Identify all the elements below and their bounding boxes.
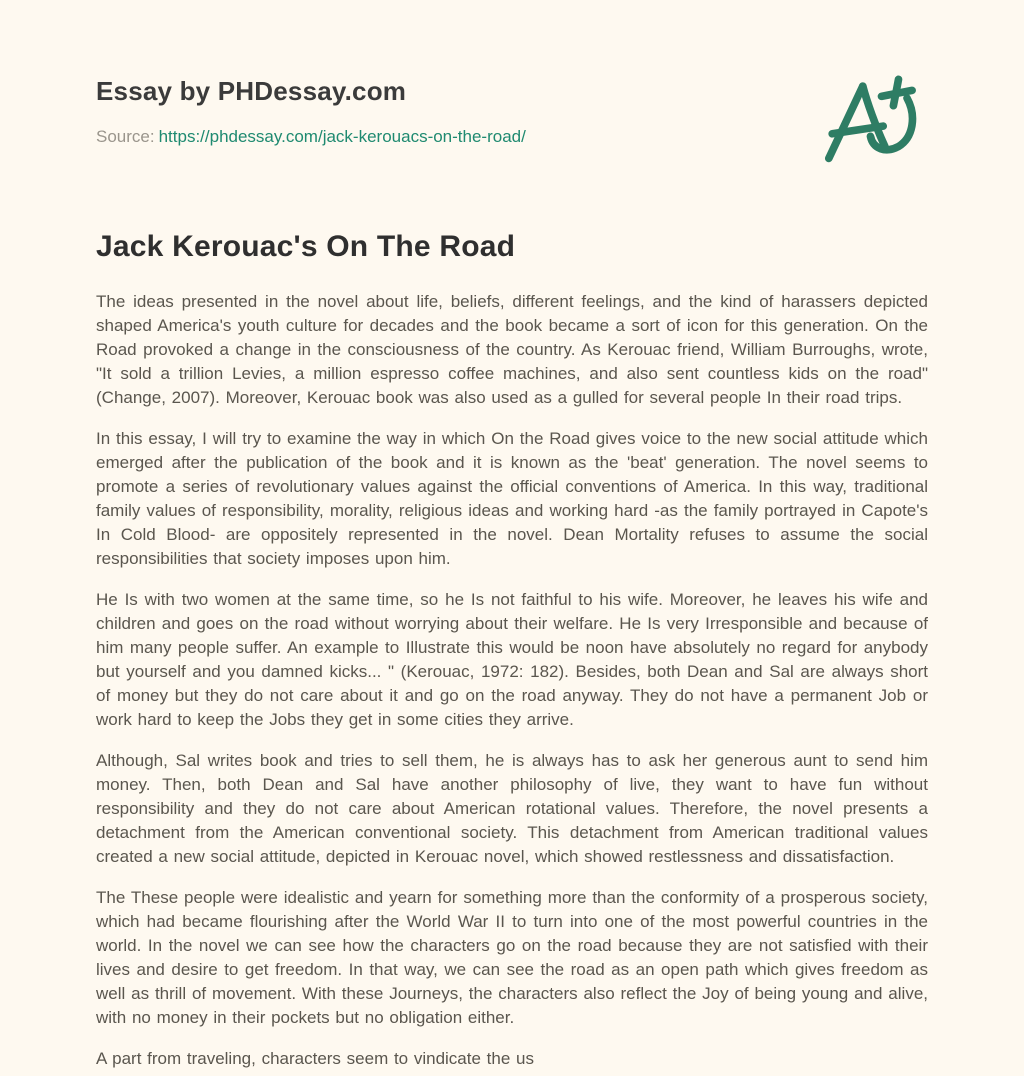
essay-paragraph: He Is with two women at the same time, so he Is not faithful to his wife. Moreover, he leaves his wife and children and goes on the road without worrying about their welfare. He Is very Irresponsible and because of him many people suffer. An example to Illustrate this would be noon have absolutely no regard for anybody but yourself and you damned kicks... " (Kerouac, 1972: 182). Besides, both Dean and Sal are always short of money but they do not care about it and go on the road anyway. They do not have a permanent Job or work hard to keep the Jobs they get in some cities they arrive.	[96, 590, 928, 729]
source-label: Source:	[96, 127, 155, 146]
essay-paragraph: The These people were idealistic and yearn for something more than the conformity of a prosperous society, which had became flourishing after the World War II to turn into one of the most powerful countries in the world. In the novel we can see how the characters go on the road because they are not satisfied with their lives and desire to get freedom. In that way, we can see the road as an open path which gives freedom as well as thrill of movement. With these Journeys, the characters also reflect the Joy of being young and alive, with no money in their pockets but no obligation either.	[96, 888, 928, 1027]
essay-body	[96, 290, 928, 1071]
phdessay-a-plus-logo-icon	[812, 70, 934, 172]
essay-paragraph: The ideas presented in the novel about life, beliefs, different feelings, and the kind of harassers depicted shaped America's youth culture for decades and the book became a sort of icon for this generation. On the Road provoked a change in the consciousness of the country. As Kerouac friend, William Burroughs, wrote, "It sold a trillion Levies, a million espresso coffee machines, and also sent countless kids on the road" (Change, 2007). Moreover, Kerouac book was also used as a gulled for several people In their road trips.	[96, 292, 928, 407]
page-title: Essay by PHDessay.com	[96, 76, 407, 106]
header-text-block	[96, 70, 526, 147]
essay-title: Jack Kerouac's On The Road	[96, 230, 516, 263]
source-link[interactable]: https://phdessay.com/jack-kerouacs-on-the-road/	[158, 127, 526, 146]
essay-paragraph: In this essay, I will try to examine the way in which On the Road gives voice to the new social attitude which emerged after the publication of the book and it is known as the 'beat' generation. The novel seems to promote a series of revolutionary values against the official conventions of America. In this way, traditional family values of responsibility, morality, religious ideas and working hard -as the family portrayed in Capote's In Cold Blood- are oppositely represented in the novel. Dean Mortality refuses to assume the social responsibilities that society imposes upon him.	[96, 429, 928, 568]
essay-paragraph: A part from traveling, characters seem to vindicate the us	[96, 1049, 534, 1068]
essay-paragraph: Although, Sal writes book and tries to sell them, he is always has to ask her generous aunt to send him money. Then, both Dean and Sal have another philosophy of live, they want to have fun without responsibility and they do not care about American rotational values. Therefore, the novel presents a detachment from the American conventional society. This detachment from American traditional values created a new social attitude, depicted in Kerouac novel, which showed restlessness and dissatisfaction.	[96, 751, 928, 866]
source-line	[96, 127, 526, 147]
page-header	[96, 70, 928, 172]
